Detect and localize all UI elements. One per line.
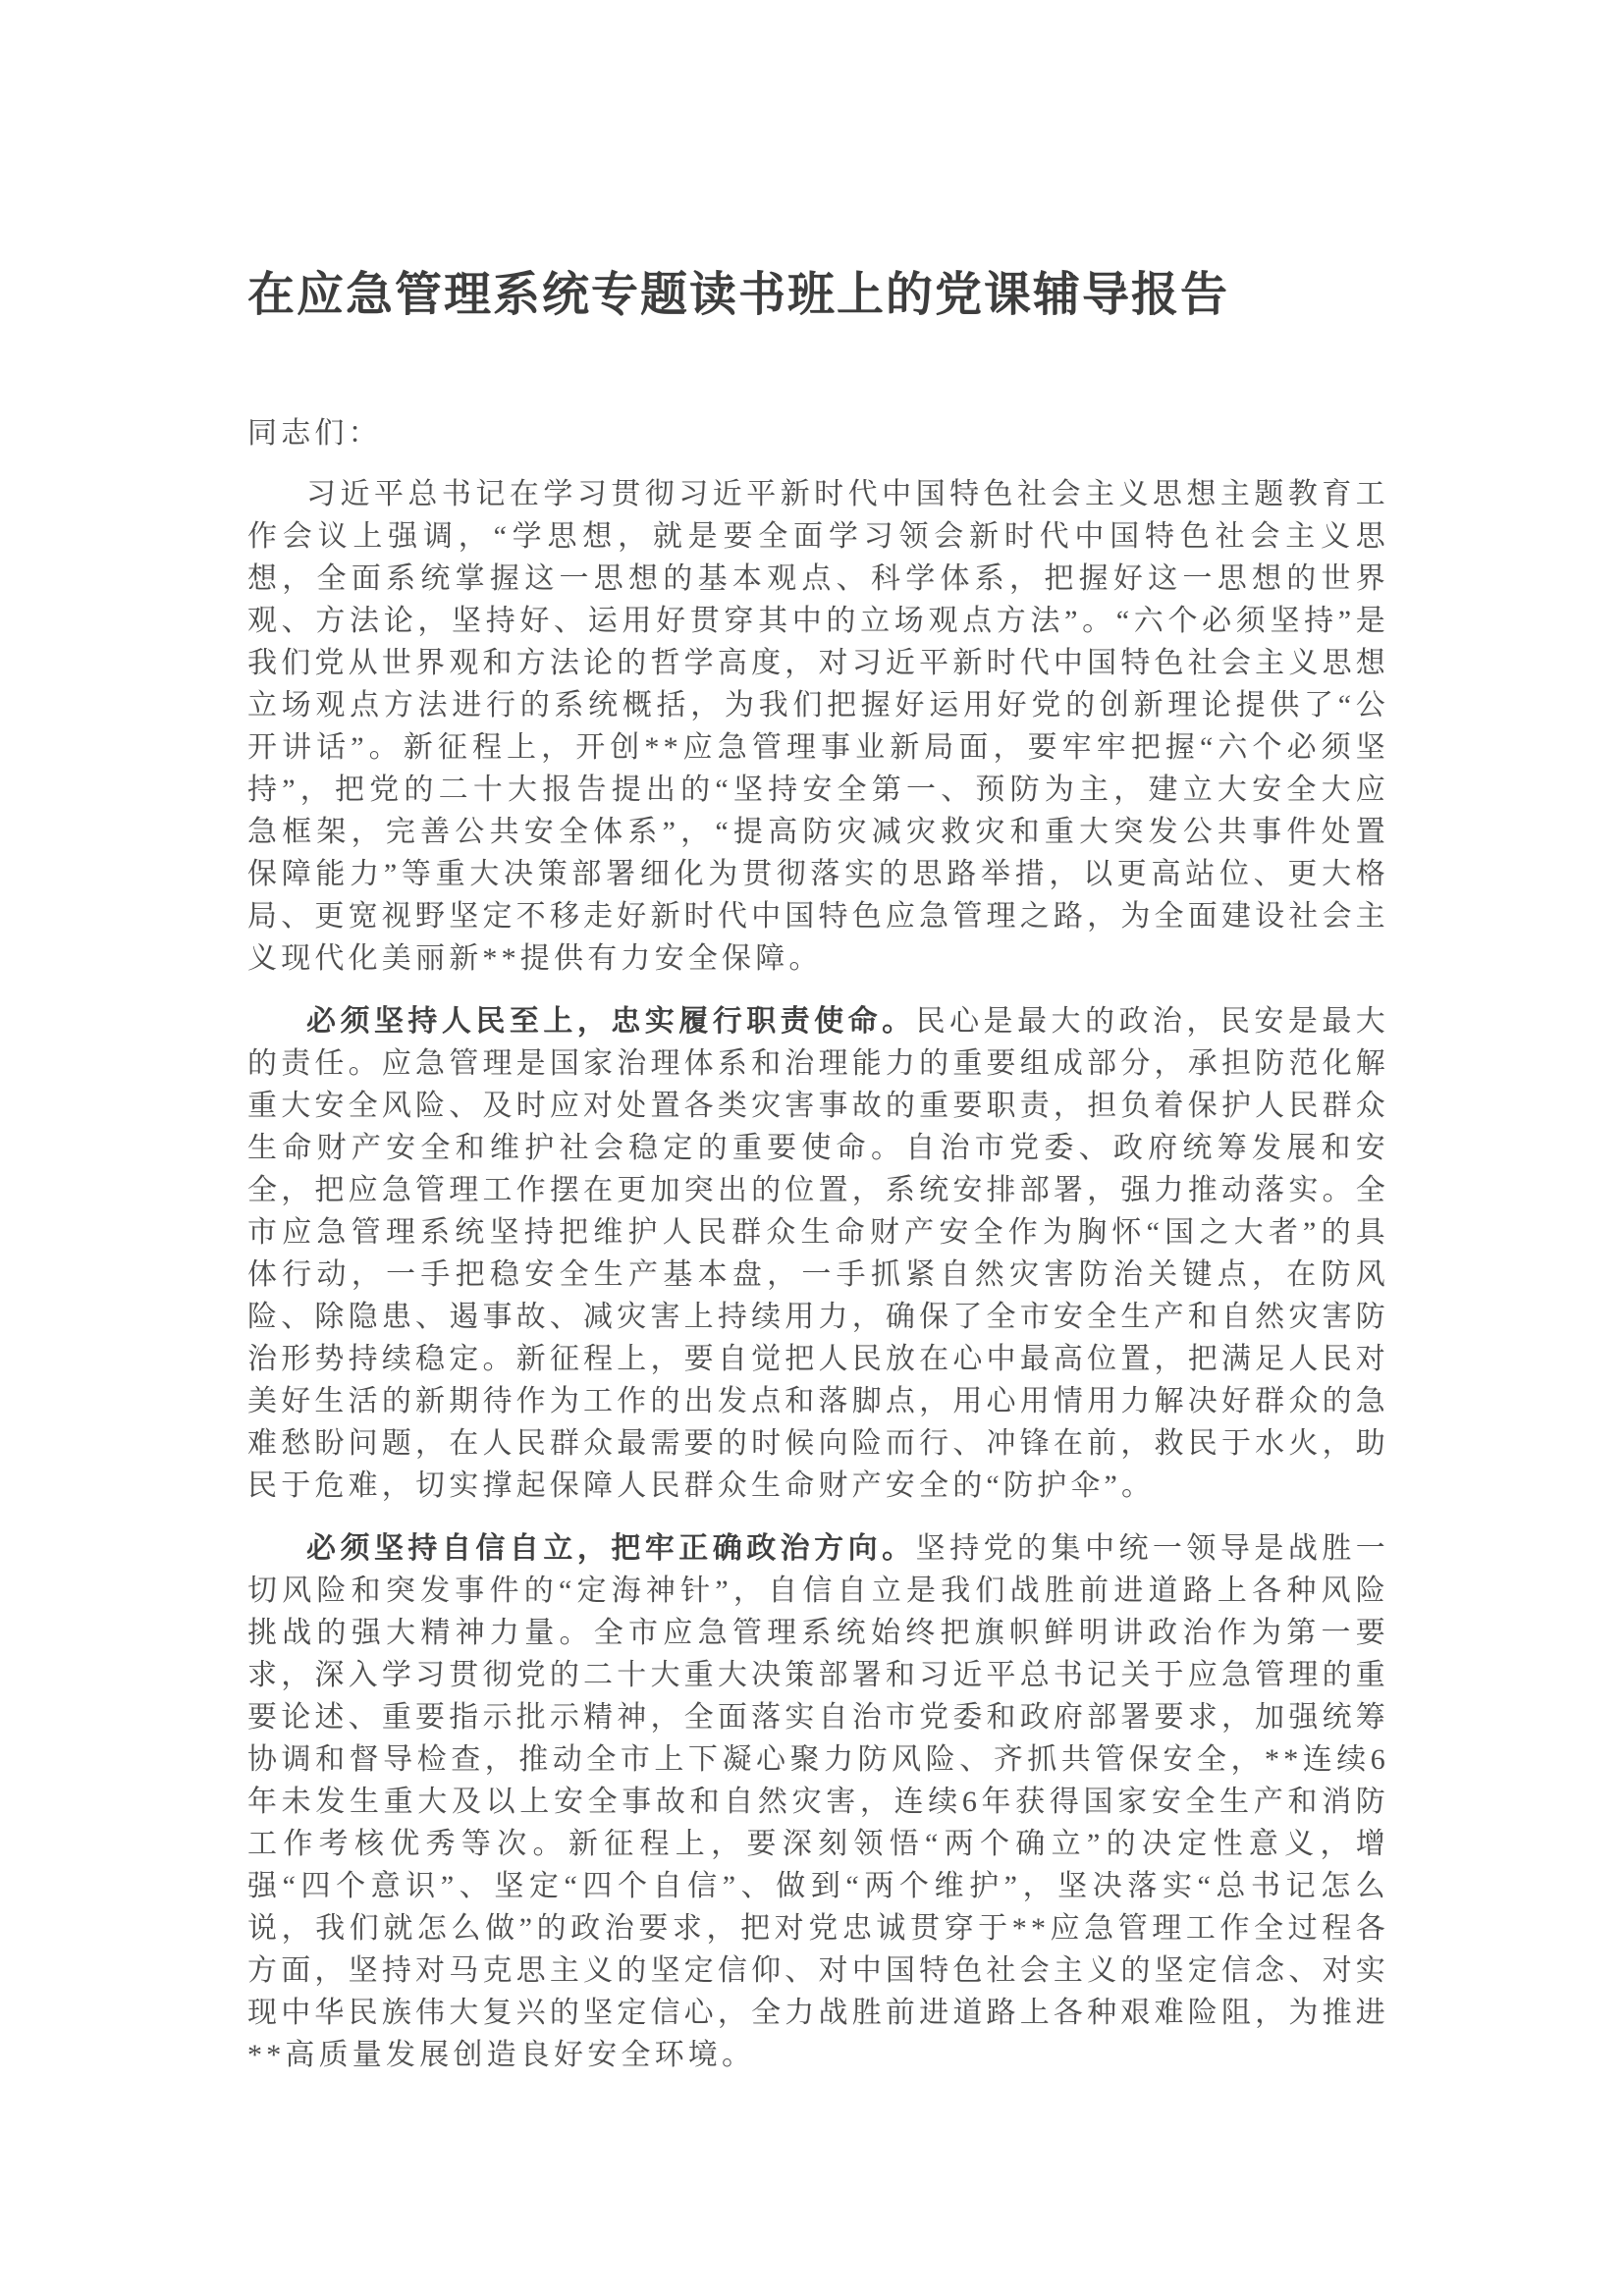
paragraph-people-first-text: 民心是最大的政治，民安是最大的责任。应急管理是国家治理体系和治理能力的重要组成部分，承担防范化解重大安全风险、及时应对处置各类灾害事故的重要职责，担负着保护人民群众生命财产安全和维护社会稳定的重要使命。自治市党委、政府统筹发展和安全，把应急管理工作摆在更加突出的位置，系统安排部署，强力推动落实。全市应急管理系统坚持把维护人民群众生命财产安全作为胸怀“国之大者”的具体行动，一手把稳安全生产基本盘，一手抓紧自然灾害防治关键点，在防风险、除隐患、遏事故、减灾害上持续用力，确保了全市安全生产和自然灾害防治形势持续稳定。新征程上，要自觉把人民放在心中最高位置，把满足人民对美好生活的新期待作为工作的出发点和落脚点，用心用情用力解决好群众的急难愁盼问题，在人民群众最需要的时候向险而行、冲锋在前，救民于水火，助民于危难，切实撑起保障人民群众生命财产安全的“防护伞”。: [247, 1005, 1389, 1502]
paragraph-intro: [247, 473, 1389, 980]
document-body: [247, 412, 1389, 2076]
paragraph-self-confidence: [247, 1527, 1389, 2076]
document-title: 在应急管理系统专题读书班上的党课辅导报告: [247, 269, 1230, 321]
salutation: 同志们：: [247, 417, 382, 450]
paragraph-self-confidence-text: 坚持党的集中统一领导是战胜一切风险和突发事件的“定海神针”，自信自立是我们战胜前进道路上各种风险挑战的强大精神力量。全市应急管理系统始终把旗帜鲜明讲政治作为第一要求，深入学习贯彻党的二十大重大决策部署和习近平总书记关于应急管理的重要论述、重要指示批示精神，全面落实自治市党委和政府部署要求，加强统筹协调和督导检查，推动全市上下凝心聚力防风险、齐抓共管保安全，**连续6年未发生重大及以上安全事故和自然灾害，连续6年获得国家安全生产和消防工作考核优秀等次。新征程上，要深刻领悟“两个确立”的决定性意义，增强“四个意识”、坚定“四个自信”、做到“两个维护”，坚决落实“总书记怎么说，我们就怎么做”的政治要求，把对党忠诚贯穿于**应急管理工作全过程各方面，坚持对马克思主义的坚定信仰、对中国特色社会主义的坚定信念、对实现中华民族伟大复兴的坚定信心，全力战胜前进道路上各种艰难险阻，为推进**高质量发展创造良好安全环境。: [247, 1532, 1389, 2071]
paragraph-intro-text: 习近平总书记在学习贯彻习近平新时代中国特色社会主义思想主题教育工作会议上强调，“学思想，就是要全面学习领会新时代中国特色社会主义思想，全面系统掌握这一思想的基本观点、科学体系，把握好这一思想的世界观、方法论，坚持好、运用好贯穿其中的立场观点方法”。“六个必须坚持”是我们党从世界观和方法论的哲学高度，对习近平新时代中国特色社会主义思想立场观点方法进行的系统概括，为我们把握好运用好党的创新理论提供了“公开讲话”。新征程上，开创**应急管理事业新局面，要牢牢把握“六个必须坚持”，把党的二十大报告提出的“坚持安全第一、预防为主，建立大安全大应急框架，完善公共安全体系”，“提高防灾减灾救灾和重大突发公共事件处置保障能力”等重大决策部署细化为贯彻落实的思路举措，以更高站位、更大格局、更宽视野坚定不移走好新时代中国特色应急管理之路，为全面建设社会主义现代化美丽新**提供有力安全保障。: [247, 478, 1389, 975]
paragraph-self-confidence-lead: 必须坚持自信自立，把牢正确政治方向。: [306, 1532, 916, 1565]
paragraph-people-first-lead: 必须坚持人民至上，忠实履行职责使命。: [306, 1005, 916, 1038]
paragraph-people-first: [247, 1000, 1389, 1507]
